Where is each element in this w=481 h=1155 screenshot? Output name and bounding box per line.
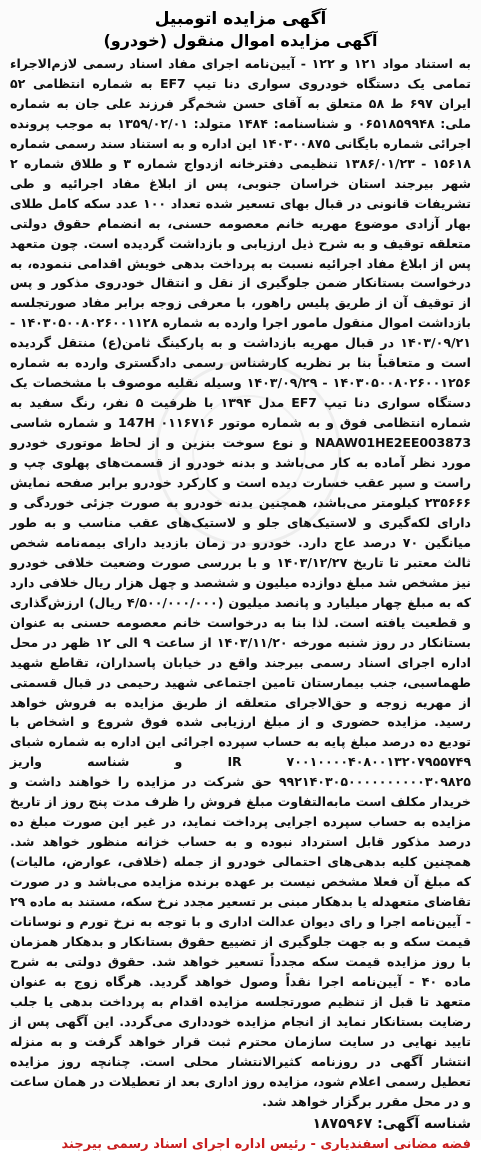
notice-id-label: شناسه آگهی: — [377, 1115, 471, 1132]
notice-signature: فضه مضانی اسفندیاری - رئیس اداره اجرای اسناد رسمی بیرجند — [61, 1136, 471, 1152]
notice-subtitle: آگهی مزایده اموال منقول (خودرو) — [103, 31, 378, 50]
notice-body: به استناد مواد ۱۲۱ و ۱۲۲ - آیین‌نامه اجرای مفاد اسناد رسمی لازم‌الاجراء تمامی یک دستگاه خودروی سواری دنا تیپ EF7 به شماره انتظامی ۵۲ ایران ۶۹۷ ط ۵۸ متعلق به آقای حسن شخم‌گر فرزند علی جان به شماره ملی: ۰۶۵۱۸۵۹۹۴۸ و شناسنامه: ۱۴۸۴ متولد: ۱۳۵۹/۰۲/۰۱ به موجب پرونده اجرائی شماره بایگانی ۱۴۰۳۰۰۸۷۵ این اداره و به استناد سند رسمی شماره ۱۵۶۱۸ - ۱۳۸۶/۰۱/۲۳ تنظیمی دفترخانه ازدواج شماره ۳ و طلاق شماره ۲ شهر بیرجند استان خراسان جنوبی، پس از ابلاغ مفاد اجرائیه و طی تشریفات قانونی در قبال بهای تسعیر شده تعداد ۱۰۰ عدد سکه کامل طلای بهار آزادی موضوع مهریه خانم معصومه حسنی، به انضمام حقوق دولتی متعلقه توقیف و به شرح ذیل ارزیابی و بازداشت گردیده است. چون متعهد پس از ابلاغ مفاد اجرائیه نسبت به پرداخت بدهی خویش اقدامی ننموده، به درخواست بستانکار ضمن جلوگیری از نقل و انتقال خودروی مذکور و پس از توقیف آن از طریق پلیس راهور، با معرفی زوجه برابر مفاد صورتجلسه بازداشت اموال منقول مامور اجرا وارده به شماره ۱۴۰۳۰۵۰۰۸۰۲۶۰۰۱۱۲۸ - ۱۴۰۳/۰۹/۲۱ در قبال مهریه بازداشت و به پارکینگ ثامن(ع) منتقل گردیده است و متعاقباً بنا بر نظریه کارشناس رسمی دادگستری وارده به شماره ۱۴۰۳۰۵۰۰۸۰۲۶۰۰۱۲۵۶ - ۱۴۰۳/۰۹/۲۹ وسیله نقلیه موصوف با مشخصات یک دستگاه سواری دنا تیپ EF7 مدل ۱۳۹۴ با ظرفیت ۵ نفر، رنگ سفید به شماره انتظامی فوق و به شماره موتور 147H ۰۱۱۶۷۱۶ و شماره شاسی NAAW01HE2EE003873 و نوع سوخت بنزین و از لحاظ موتوری خودرو مورد نظر آماده به کار می‌باشد و بدنه خودرو از قسمت‌های پهلوی چپ و راست و سپر عقب خسارت دیده است و کارکرد خودرو برابر صفحه نمایش ۲۳۵۶۶۶ کیلومتر می‌باشد، همچنین بدنه خودرو به صورت جزئی خوردگی و دارای لکه‌گیری و لاستیک‌های جلو و لاستیک‌های عقب مناسب و به طور میانگین ۷۰ درصد عاج دارد. خودرو در زمان بازدید دارای بیمه‌نامه شخص ثالث معتبر تا تاریخ ۱۴۰۳/۱۲/۲۷ و با بررسی صورت وضعیت خلافی خودرو نیز مشخص شد مبلغ دوازده میلیون و ششصد و چهل هزار ریال خلافی دارد که به مبلغ چهار میلیارد و پانصد میلیون (۴/۵۰۰/۰۰۰/۰۰۰ ریال) ارزش‌گذاری و قطعیت یافته است. لذا بنا به درخواست خانم معصومه حسنی به عنوان بستانکار در روز شنبه مورخه ۱۴۰۳/۱۱/۲۰ از ساعت ۹ الی ۱۲ ظهر در محل اداره اجرای اسناد رسمی بیرجند واقع در خیابان پاسداران، تقاطع شهید طهماسبی، جنب بیمارستان تامین اجتماعی شهید رحیمی در قبال قسمتی از مهریه زوجه و حق‌الاجرای متعلقه از طریق مزایده به فروش خواهد رسید. مزایده حضوری و از مبلغ ارزیابی شده فوق شروع و اشخاص با تودیع ده درصد مبلغ پایه به حساب سپرده اجرائی این اداره به شماره شبای IR ۷۰۰۱۰۰۰۰۴۰۸۰۰۱۳۲۰۷۹۵۵۷۴۹ و شناسه واریز ۹۹۲۱۴۰۳۰۵۰۰۰۰۰۰۰۰۰۰۳۰۹۸۲۵ حق شرکت در مزایده را خواهند داشت و خریدار مکلف است مابه‌التفاوت مبلغ فروش را ظرف مدت پنج روز از تاریخ مزایده به حساب سپرده اجرایی پرداخت نماید، در غیر این صورت مبلغ ده درصد مذکور قابل استرداد نبوده و به حساب خزانه منظور خواهد شد. همچنین کلیه بدهی‌های احتمالی خودرو از جمله (خلافی، عوارض، مالیات) که مبلغ آن فعلا مشخص نیست بر عهده برنده مزایده می‌باشد و در صورت تقاضای متعهدله یا بدهکار مبنی بر تسعیر مجدد نرخ سکه، مستند به ماده ۲۹ - آیین‌نامه اجرا و رای دیوان عدالت اداری و با توجه به نرخ تورم و نوسانات قیمت سکه و به جهت جلوگیری از تضییع حقوق بستانکار و بدهکار همزمان با روز مزایده قیمت سکه مجدداً تسعیر خواهد شد. حقوق دولتی به شرح ماده ۴۰ - آیین‌نامه اجرا نقداً وصول خواهد گردید. هرگاه زوج به عنوان متعهد تا قبل از تنظیم صورتجلسه مزایده اقدام به پرداخت بدهی یا جلب رضایت بستانکار نماید از انجام مزایده خودداری می‌گردد. این آگهی پس از تایید نهایی در سایت سازمان محترم ثبت قرار خواهد گرفت و به منزله انتشار آگهی در روزنامه کثیرالانتشار محلی است. چنانچه روز مزایده تعطیل رسمی اعلام شود، مزایده روز اداری بعد از تعطیلات در همان ساعت و در محل مقرر برگزار خواهد شد. — [10, 56, 472, 1109]
notice-id-value: ۱۸۷۵۹۶۷ — [312, 1115, 373, 1132]
notice-title: آگهی مزایده اتومبیل — [154, 9, 327, 29]
notice-id-row — [10, 1113, 471, 1135]
